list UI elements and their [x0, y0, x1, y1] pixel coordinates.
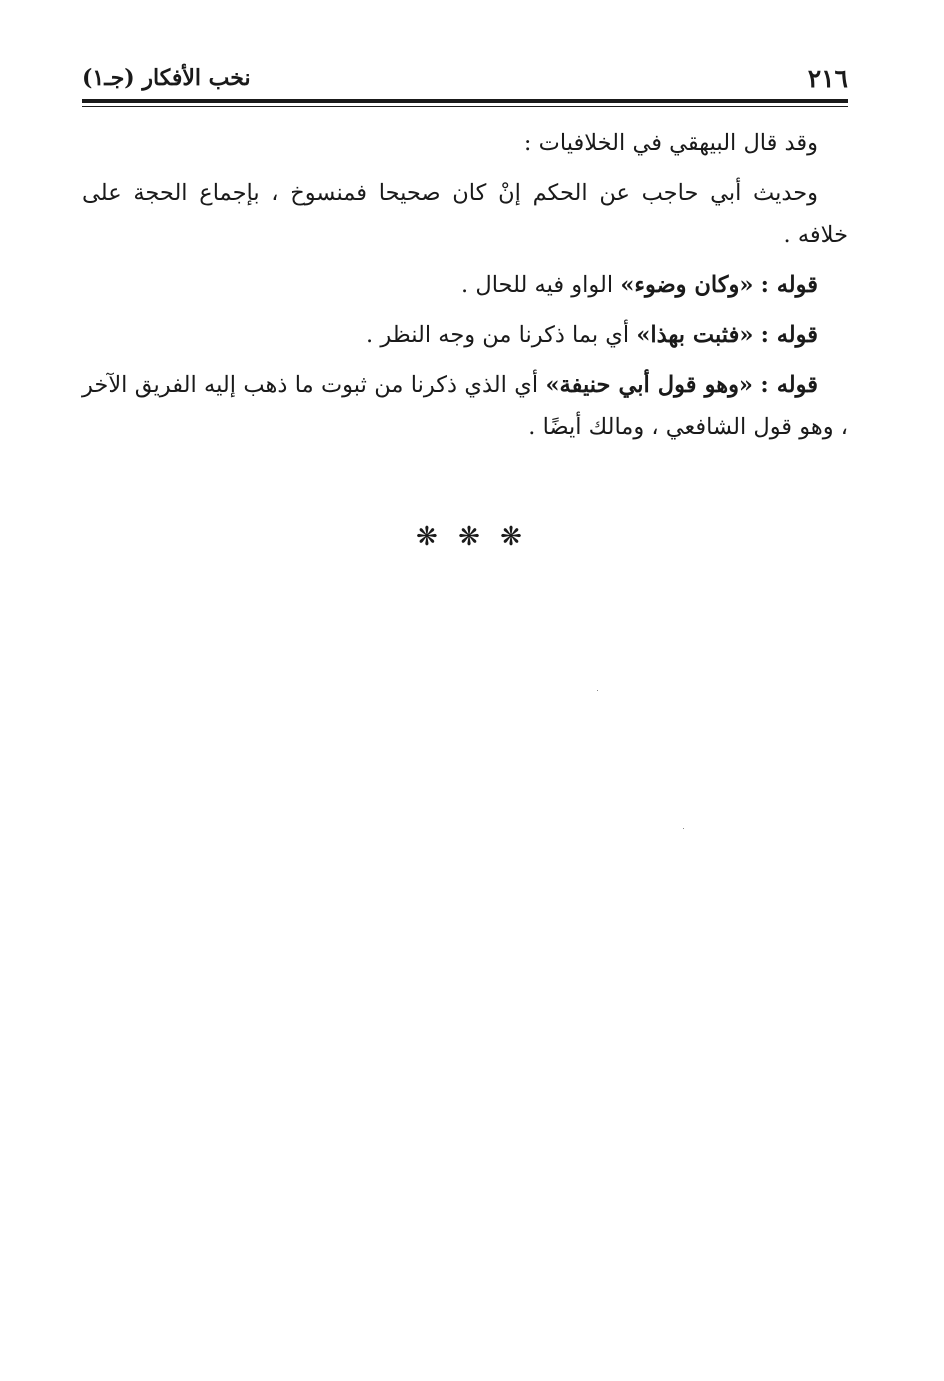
paragraph-commentary-1	[82, 264, 848, 306]
commentary-quote: «وكان وضوء»	[620, 272, 754, 298]
running-title: نخب الأفكار (جـ١)	[82, 65, 251, 91]
page-number: ٢١٦	[807, 63, 848, 93]
section-separator: ❋ ❋ ❋	[416, 522, 528, 552]
commentary-text: الواو فيه للحال .	[461, 272, 614, 298]
scan-speck	[597, 690, 598, 691]
paragraph-text: وقد قال البيهقي في الخلافيات :	[523, 130, 818, 156]
commentary-quote: «فثبت بهذا»	[636, 322, 754, 348]
commentary-quote: «وهو قول أبي حنيفة»	[545, 372, 753, 398]
commentary-text: أي الذي ذكرنا من ثبوت ما ذهب إليه الفريق الآخر ، وهو قول الشافعي ، ومالك أيضًا .	[82, 372, 848, 440]
commentary-lead: قوله :	[760, 372, 819, 398]
paragraph-commentary-3	[82, 364, 848, 448]
paragraph-bayhaqi-intro	[82, 122, 848, 164]
paragraph-hadith-abi-hajib	[82, 172, 848, 256]
header-rule-thin	[82, 106, 848, 107]
commentary-lead: قوله :	[760, 322, 818, 348]
commentary-text: أي بما ذكرنا من وجه النظر .	[366, 322, 630, 348]
body-text	[82, 122, 848, 456]
paragraph-text: وحديث أبي حاجب عن الحكم إنْ كان صحيحا فمنسوخ ، بإجماع الحجة على خلافه .	[82, 180, 848, 248]
header-rule-thick	[82, 99, 848, 103]
commentary-lead: قوله :	[760, 272, 818, 298]
scan-speck	[683, 828, 684, 829]
page-header	[82, 58, 848, 98]
paragraph-commentary-2	[82, 314, 848, 356]
